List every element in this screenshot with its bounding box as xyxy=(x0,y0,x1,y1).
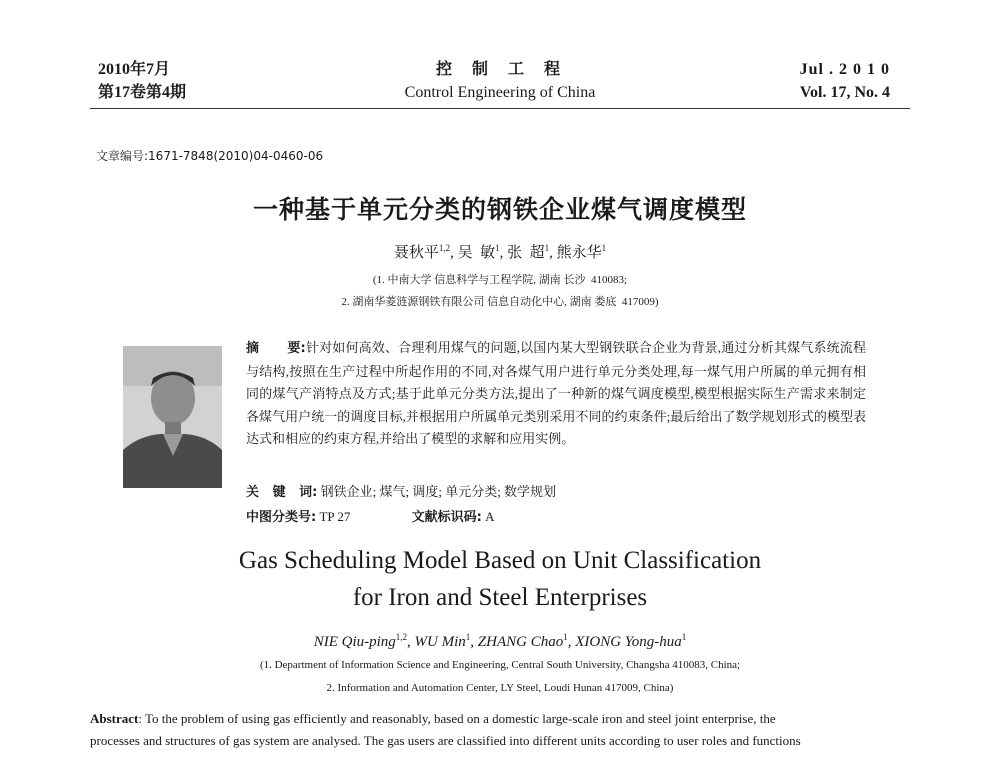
author-sup: 1 xyxy=(601,243,607,253)
affiliation-cn-2: 2. 湖南华菱涟源钢铁有限公司 信息自动化中心, 湖南 娄底 417009) xyxy=(341,296,659,308)
author-sup: 1 xyxy=(465,632,471,642)
article-number: 文章编号:1671-7848(2010)04-0460-06 xyxy=(96,149,324,163)
abstract-en-label: Abstract xyxy=(90,711,139,726)
journal-name-cn: 控 制 工 程 xyxy=(435,61,564,78)
author-cn: 聂秋平 xyxy=(393,245,439,261)
keywords-cn-label: 关 键 词: xyxy=(246,485,318,500)
doc-code-value: A xyxy=(485,509,495,524)
author-photo-image xyxy=(123,346,222,488)
author-cn: 张 超 xyxy=(507,245,545,261)
author-cn: 吴 敏 xyxy=(457,245,496,261)
issue-date-en: Jul . 2 0 1 0 xyxy=(799,61,890,78)
affiliation-cn-1: (1. 中南大学 信息科学与工程学院, 湖南 长沙 410083; xyxy=(372,274,628,286)
issue-volume-en: Vol. 17, No. 4 xyxy=(799,84,890,101)
abstract-en-line-2: processes and structures of gas system are analysed. The gas users are classified into different units according to user roles and functions xyxy=(90,733,801,748)
keywords-cn-text: 钢铁企业; 煤气; 调度; 单元分类; 数学规划 xyxy=(320,484,557,499)
author-sup: 1 xyxy=(681,632,687,642)
header-rule xyxy=(90,108,910,109)
title-en-line-2: for Iron and Steel Enterprises xyxy=(352,584,648,611)
classification xyxy=(246,506,495,525)
abstract-en-text-1: : To the problem of using gas efficiently and reasonably, based on a domestic large-scale iron and steel joint enterprise, the xyxy=(138,711,776,726)
affiliation-en-1: (1. Department of Information Science and Engineering, Central South University, Changsha 410083, China; xyxy=(259,659,741,671)
title-en-line-1: Gas Scheduling Model Based on Unit Classification xyxy=(238,547,762,574)
title-en xyxy=(0,542,1000,616)
authors-en: NIE Qiu-ping$^{1,2}$, WU Min$^1$, ZHANG Chao$^1$, XIONG Yong-hua$^1$ xyxy=(313,632,687,650)
author-en: ZHANG Chao xyxy=(477,634,564,650)
clc-label: 中图分类号: xyxy=(246,510,317,525)
author-en: WU Min xyxy=(414,634,466,650)
authors-cn: 聂秋平$^{1,2}$, 吴 敏$^1$, 张 超$^1$, 熊永华$^1$ xyxy=(393,243,607,261)
title-cn: 一种基于单元分类的钢铁企业煤气调度模型 xyxy=(252,195,747,224)
author-photo xyxy=(123,346,222,488)
abstract-cn-text: 针对如何高效、合理利用煤气的问题,以国内某大型钢铁联合企业为背景,通过分析其煤气系统流程与结构,按照在生产过程中所起作用的不同,对各煤气用户进行单元分类处理,每一煤气用户所属的单元拥有相同的煤气产消特点及方式;基于此单元分类方法,提出了一种新的煤气调度模型,模型根据实际生产需求来制定各煤气用户统一的调度目标,并根据用户所属单元类别采用不同的约束条件;最后给出了数学规划形式的模型表达式和相应的约束方程,并给出了模型的求解和应用实例。 xyxy=(246,340,866,446)
journal-name-en: Control Engineering of China xyxy=(404,84,596,101)
issue-date-cn: 2010年7月 xyxy=(98,61,171,78)
author-en: NIE Qiu-ping xyxy=(313,634,396,650)
author-sup: 1,2 xyxy=(438,243,451,253)
abstract-cn-label: 摘 要: xyxy=(246,341,306,356)
issue-volume-cn: 第17卷第4期 xyxy=(98,84,187,101)
affiliation-en-2: 2. Information and Automation Center, LY Steel, Loudi Hunan 417009, China) xyxy=(326,682,674,694)
author-cn: 熊永华 xyxy=(556,245,602,261)
clc-value: TP 27 xyxy=(319,509,351,524)
abstract-en-line-1 xyxy=(90,708,910,730)
abstract-cn xyxy=(246,337,866,451)
author-sup: 1 xyxy=(563,632,568,642)
keywords-cn xyxy=(246,481,556,500)
author-sup: 1 xyxy=(544,243,550,253)
author-en: XIONG Yong-hua xyxy=(575,634,682,650)
doc-code-label: 文献标识码: xyxy=(411,510,482,525)
abstract-en xyxy=(90,708,910,752)
author-sup: 1 xyxy=(495,243,500,253)
author-sup: 1,2 xyxy=(395,632,408,642)
